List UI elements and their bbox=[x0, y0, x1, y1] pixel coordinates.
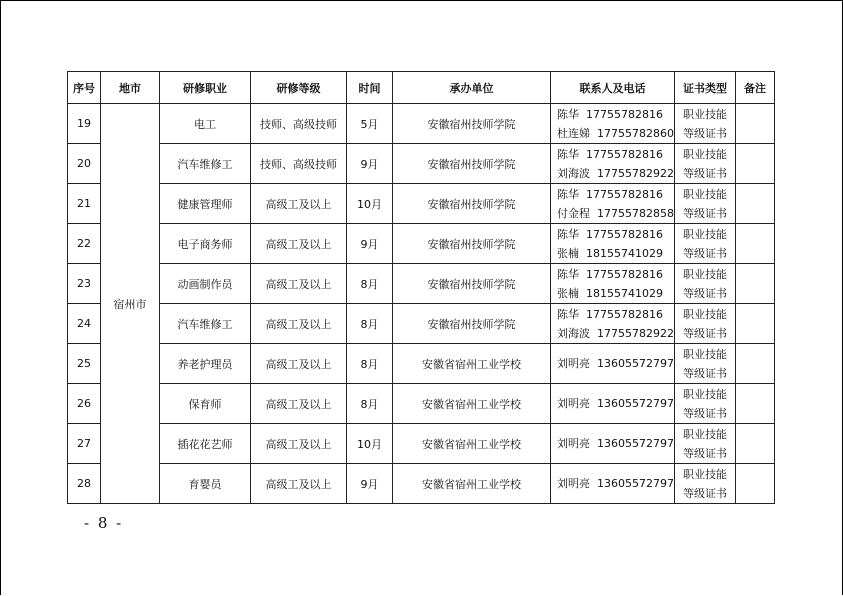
contact-name: 张楠 bbox=[557, 246, 579, 260]
certificate-line: 等级证书 bbox=[683, 406, 727, 420]
cell-occupation: 电子商务师 bbox=[160, 224, 251, 264]
certificate-line: 等级证书 bbox=[683, 206, 727, 220]
contact-entry bbox=[551, 204, 674, 223]
cell-remarks bbox=[736, 424, 775, 464]
cell-index: 20 bbox=[68, 144, 101, 184]
contact-phone: 18155741029 bbox=[586, 286, 663, 300]
certificate-line: 职业技能 bbox=[683, 187, 727, 201]
cell-organizer: 安徽省宿州工业学校 bbox=[393, 384, 551, 424]
header-occupation: 研修职业 bbox=[160, 72, 251, 104]
certificate-line: 职业技能 bbox=[683, 307, 727, 321]
cell-contact bbox=[551, 144, 675, 184]
cell-certificate bbox=[675, 344, 736, 384]
header-index: 序号 bbox=[68, 72, 101, 104]
certificate-line: 等级证书 bbox=[683, 126, 727, 140]
certificate-line: 职业技能 bbox=[683, 347, 727, 361]
cell-occupation: 健康管理师 bbox=[160, 184, 251, 224]
contact-phone: 13605572797 bbox=[597, 477, 674, 490]
cell-occupation: 电工 bbox=[160, 104, 251, 144]
contact-phone: 17755782858 bbox=[597, 206, 674, 220]
cell-index: 27 bbox=[68, 424, 101, 464]
cell-remarks bbox=[736, 464, 775, 504]
cell-time: 8月 bbox=[347, 264, 393, 304]
contact-name: 刘明亮 bbox=[557, 477, 590, 490]
cell-certificate bbox=[675, 464, 736, 504]
contact-name: 杜连娣 bbox=[557, 126, 590, 140]
cell-contact bbox=[551, 384, 675, 424]
contact-phone: 17755782860 bbox=[597, 126, 674, 140]
cell-index: 21 bbox=[68, 184, 101, 224]
contact-entry bbox=[551, 244, 674, 263]
contact-name: 刘海波 bbox=[557, 326, 590, 340]
contact-name: 刘海波 bbox=[557, 166, 590, 180]
contact-entry bbox=[551, 394, 674, 413]
cell-organizer: 安徽省宿州工业学校 bbox=[393, 344, 551, 384]
cell-time: 5月 bbox=[347, 104, 393, 144]
header-row bbox=[68, 72, 775, 104]
cell-level: 高级工及以上 bbox=[251, 264, 347, 304]
contact-phone: 17755782816 bbox=[586, 267, 663, 281]
cell-level: 技师、高级技师 bbox=[251, 104, 347, 144]
contact-entry bbox=[551, 324, 674, 343]
contact-name: 陈华 bbox=[557, 147, 579, 161]
contact-entry bbox=[551, 305, 674, 324]
cell-occupation: 动画制作员 bbox=[160, 264, 251, 304]
cell-remarks bbox=[736, 304, 775, 344]
cell-index: 25 bbox=[68, 344, 101, 384]
certificate-line: 等级证书 bbox=[683, 486, 727, 500]
table-row bbox=[68, 344, 775, 384]
certificate-line: 等级证书 bbox=[683, 326, 727, 340]
certificate-line: 职业技能 bbox=[683, 467, 727, 481]
table-row bbox=[68, 264, 775, 304]
cell-remarks bbox=[736, 104, 775, 144]
contact-name: 陈华 bbox=[557, 227, 579, 241]
cell-organizer: 安徽宿州技师学院 bbox=[393, 144, 551, 184]
table-row bbox=[68, 144, 775, 184]
cell-occupation: 插花花艺师 bbox=[160, 424, 251, 464]
table-row bbox=[68, 104, 775, 144]
cell-organizer: 安徽宿州技师学院 bbox=[393, 304, 551, 344]
certificate-line: 等级证书 bbox=[683, 366, 727, 380]
table-header bbox=[68, 72, 775, 104]
cell-organizer: 安徽省宿州工业学校 bbox=[393, 424, 551, 464]
cell-remarks bbox=[736, 144, 775, 184]
cell-contact bbox=[551, 424, 675, 464]
cell-level: 高级工及以上 bbox=[251, 184, 347, 224]
cell-remarks bbox=[736, 384, 775, 424]
contact-phone: 13605572797 bbox=[597, 397, 674, 410]
header-level: 研修等级 bbox=[251, 72, 347, 104]
cell-level: 高级工及以上 bbox=[251, 344, 347, 384]
cell-index: 22 bbox=[68, 224, 101, 264]
table-row bbox=[68, 384, 775, 424]
table-body bbox=[68, 104, 775, 504]
certificate-line: 职业技能 bbox=[683, 267, 727, 281]
table-row bbox=[68, 424, 775, 464]
contact-entry bbox=[551, 225, 674, 244]
certificate-line: 等级证书 bbox=[683, 286, 727, 300]
cell-remarks bbox=[736, 184, 775, 224]
cell-contact bbox=[551, 304, 675, 344]
cell-certificate bbox=[675, 184, 736, 224]
cell-index: 28 bbox=[68, 464, 101, 504]
contact-phone: 13605572797 bbox=[597, 437, 674, 450]
cell-time: 9月 bbox=[347, 144, 393, 184]
cell-index: 24 bbox=[68, 304, 101, 344]
cell-certificate bbox=[675, 224, 736, 264]
header-time: 时间 bbox=[347, 72, 393, 104]
contact-name: 张楠 bbox=[557, 286, 579, 300]
contact-phone: 17755782922 bbox=[597, 166, 674, 180]
certificate-line: 等级证书 bbox=[683, 166, 727, 180]
cell-organizer: 安徽宿州技师学院 bbox=[393, 104, 551, 144]
cell-certificate bbox=[675, 424, 736, 464]
cell-level: 技师、高级技师 bbox=[251, 144, 347, 184]
cell-contact bbox=[551, 104, 675, 144]
contact-entry bbox=[551, 354, 674, 373]
contact-phone: 17755782816 bbox=[586, 227, 663, 241]
cell-occupation: 保育师 bbox=[160, 384, 251, 424]
cell-level: 高级工及以上 bbox=[251, 384, 347, 424]
contact-name: 刘明亮 bbox=[557, 357, 590, 370]
cell-index: 26 bbox=[68, 384, 101, 424]
cell-contact bbox=[551, 344, 675, 384]
contact-name: 陈华 bbox=[557, 267, 579, 281]
table-row bbox=[68, 464, 775, 504]
cell-time: 9月 bbox=[347, 224, 393, 264]
cell-remarks bbox=[736, 224, 775, 264]
header-organizer: 承办单位 bbox=[393, 72, 551, 104]
table-row bbox=[68, 184, 775, 224]
contact-entry bbox=[551, 474, 674, 493]
cell-contact bbox=[551, 264, 675, 304]
contact-phone: 17755782816 bbox=[586, 187, 663, 201]
cell-contact bbox=[551, 184, 675, 224]
cell-organizer: 安徽宿州技师学院 bbox=[393, 224, 551, 264]
table-row bbox=[68, 224, 775, 264]
cell-time: 8月 bbox=[347, 344, 393, 384]
cell-contact bbox=[551, 464, 675, 504]
cell-remarks bbox=[736, 344, 775, 384]
cell-remarks bbox=[736, 264, 775, 304]
contact-name: 陈华 bbox=[557, 307, 579, 321]
cell-organizer: 安徽宿州技师学院 bbox=[393, 264, 551, 304]
certificate-line: 职业技能 bbox=[683, 387, 727, 401]
cell-level: 高级工及以上 bbox=[251, 224, 347, 264]
cell-contact bbox=[551, 224, 675, 264]
contact-entry bbox=[551, 434, 674, 453]
cell-time: 9月 bbox=[347, 464, 393, 504]
certificate-line: 职业技能 bbox=[683, 107, 727, 121]
cell-occupation: 汽车维修工 bbox=[160, 304, 251, 344]
cell-index: 19 bbox=[68, 104, 101, 144]
cell-certificate bbox=[675, 304, 736, 344]
header-contact: 联系人及电话 bbox=[551, 72, 675, 104]
certificate-line: 职业技能 bbox=[683, 427, 727, 441]
header-remarks: 备注 bbox=[736, 72, 775, 104]
contact-entry bbox=[551, 265, 674, 284]
contact-entry bbox=[551, 105, 674, 124]
contact-entry bbox=[551, 284, 674, 303]
contact-name: 刘明亮 bbox=[557, 397, 590, 410]
cell-level: 高级工及以上 bbox=[251, 304, 347, 344]
contact-entry bbox=[551, 185, 674, 204]
cell-occupation: 养老护理员 bbox=[160, 344, 251, 384]
contact-name: 陈华 bbox=[557, 187, 579, 201]
cell-certificate bbox=[675, 264, 736, 304]
cell-certificate bbox=[675, 104, 736, 144]
contact-phone: 17755782816 bbox=[586, 147, 663, 161]
cell-level: 高级工及以上 bbox=[251, 424, 347, 464]
contact-entry bbox=[551, 124, 674, 143]
cell-organizer: 安徽宿州技师学院 bbox=[393, 184, 551, 224]
cell-index: 23 bbox=[68, 264, 101, 304]
contact-phone: 17755782816 bbox=[586, 107, 663, 121]
cell-city: 宿州市 bbox=[101, 104, 160, 504]
cell-time: 8月 bbox=[347, 304, 393, 344]
page-number: - 8 - bbox=[84, 514, 124, 532]
contact-phone: 13605572797 bbox=[597, 357, 674, 370]
contact-phone: 17755782816 bbox=[586, 307, 663, 321]
table-row bbox=[68, 304, 775, 344]
cell-certificate bbox=[675, 144, 736, 184]
cell-organizer: 安徽省宿州工业学校 bbox=[393, 464, 551, 504]
certificate-line: 等级证书 bbox=[683, 446, 727, 460]
cell-certificate bbox=[675, 384, 736, 424]
contact-phone: 18155741029 bbox=[586, 246, 663, 260]
header-city: 地市 bbox=[101, 72, 160, 104]
training-schedule-table bbox=[67, 71, 775, 504]
cell-occupation: 育婴员 bbox=[160, 464, 251, 504]
certificate-line: 职业技能 bbox=[683, 147, 727, 161]
contact-name: 陈华 bbox=[557, 107, 579, 121]
contact-entry bbox=[551, 145, 674, 164]
cell-level: 高级工及以上 bbox=[251, 464, 347, 504]
contact-name: 付金程 bbox=[557, 206, 590, 220]
cell-occupation: 汽车维修工 bbox=[160, 144, 251, 184]
header-certificate: 证书类型 bbox=[675, 72, 736, 104]
contact-entry bbox=[551, 164, 674, 183]
cell-time: 10月 bbox=[347, 424, 393, 464]
cell-time: 8月 bbox=[347, 384, 393, 424]
certificate-line: 等级证书 bbox=[683, 246, 727, 260]
certificate-line: 职业技能 bbox=[683, 227, 727, 241]
contact-name: 刘明亮 bbox=[557, 437, 590, 450]
contact-phone: 17755782922 bbox=[597, 326, 674, 340]
cell-time: 10月 bbox=[347, 184, 393, 224]
